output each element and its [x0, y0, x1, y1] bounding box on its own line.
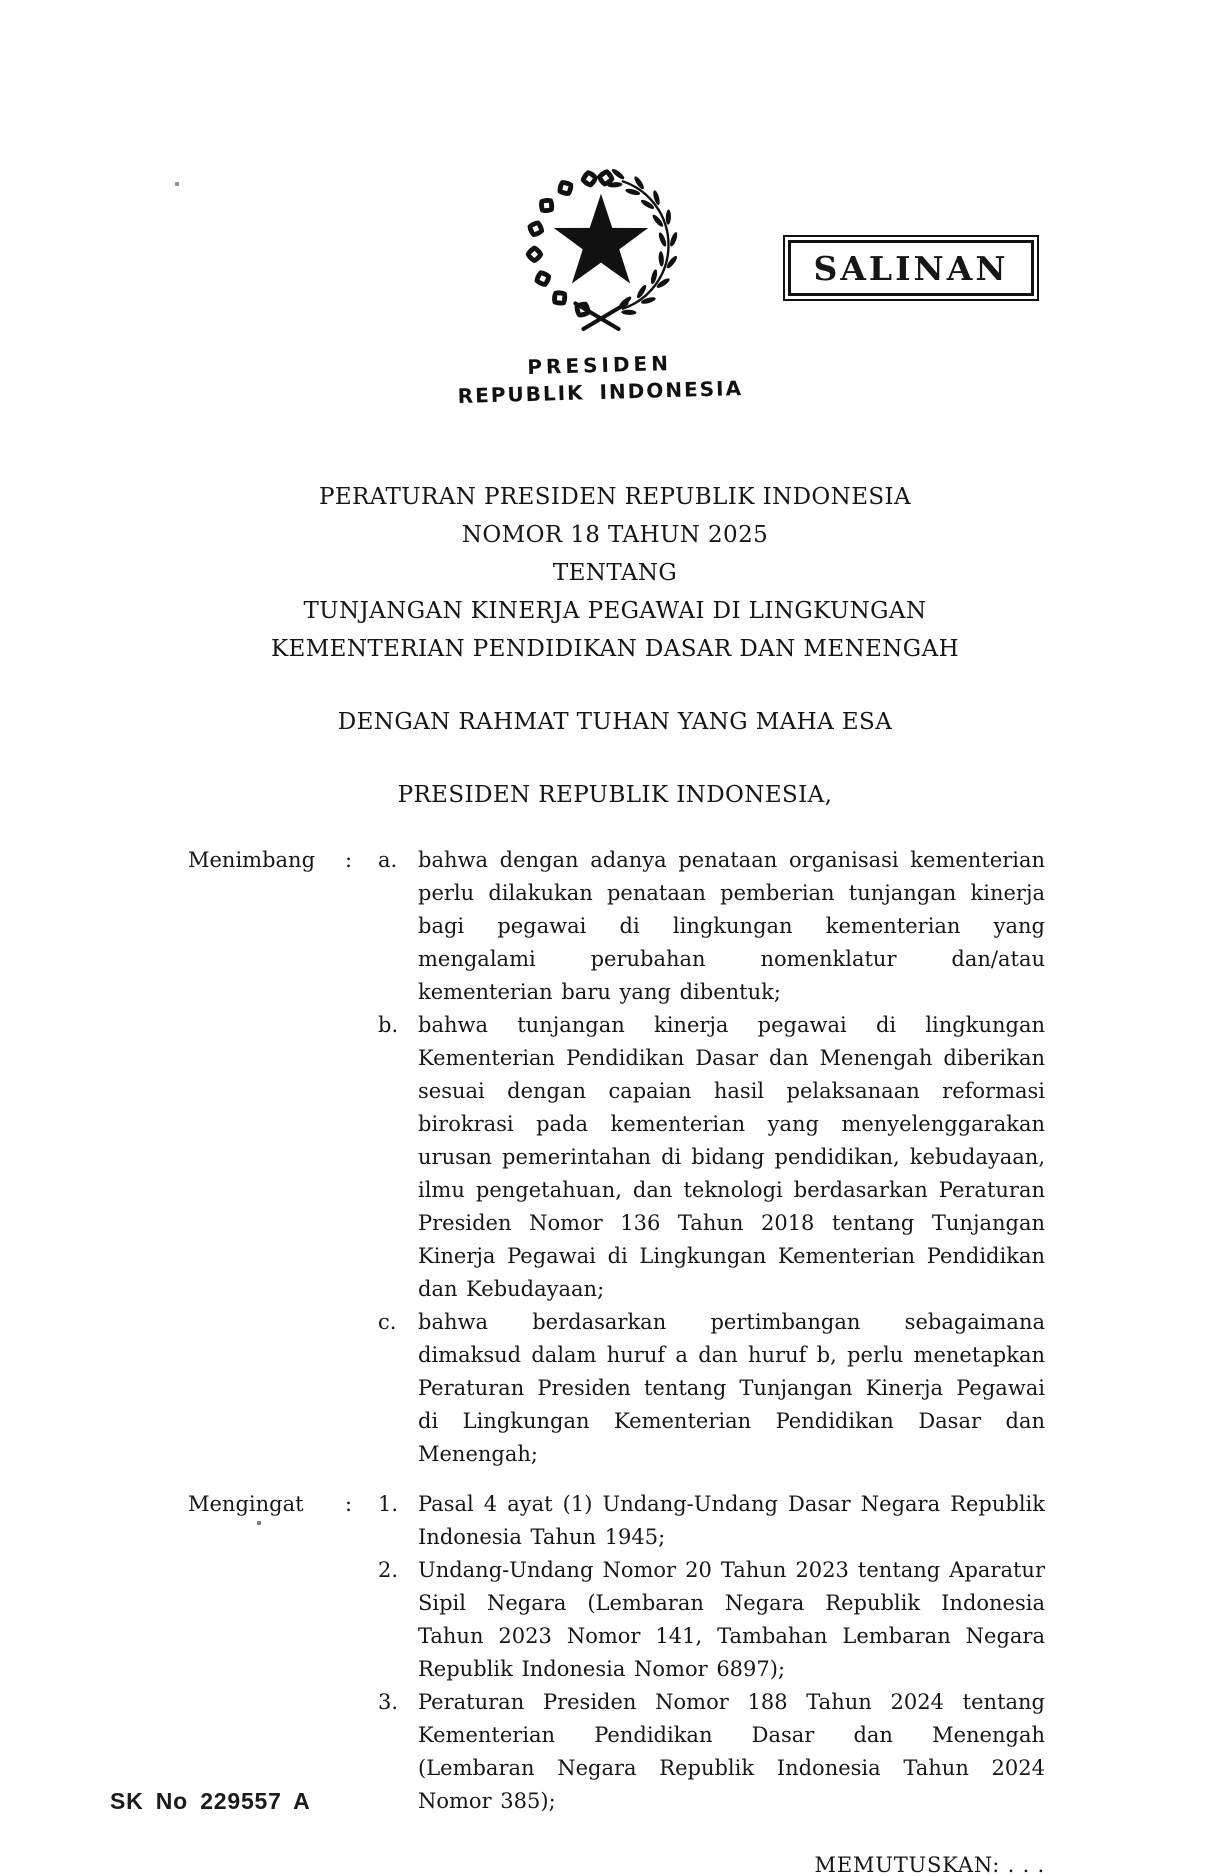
mengingat-section	[188, 1488, 1045, 1818]
title-line-1: PERATURAN PRESIDEN REPUBLIK INDONESIA	[318, 484, 912, 510]
scan-artifact-dot	[175, 182, 179, 186]
mengingat-item-1-marker: 1.	[378, 1492, 399, 1516]
letterhead	[349, 345, 850, 413]
invocation-line: DENGAN RAHMAT TUHAN YANG MAHA ESA	[337, 709, 893, 735]
document-body	[188, 844, 1045, 1876]
salinan-stamp-label: SALINAN	[788, 240, 1034, 296]
scan-artifact-dot	[257, 1521, 261, 1525]
mengingat-colon: :	[345, 1492, 353, 1516]
mengingat-item-2-text: Undang-Undang Nomor 20 Tahun 2023 tentang Aparatur Sipil Negara (Lembaran Negara Republik Indonesia Tahun 2023 Nomor 141, Tambahan Lembaran Negara Republik Indonesia Nomor 6897);	[418, 1558, 1045, 1681]
memutuskan-line: MEMUTUSKAN: . . .	[814, 1853, 1045, 1876]
menimbang-label: Menimbang	[188, 848, 316, 872]
title-line-3: TENTANG	[552, 560, 678, 586]
menimbang-item-a-text: bahwa dengan adanya penataan organisasi kementerian perlu dilakukan penataan pemberian tunjangan kinerja bagi pegawai di lingkungan kementerian yang mengalami perubahan nomenklatur dan/atau kementerian baru yang dibentuk;	[418, 848, 1045, 1004]
letterhead-line1: PRESIDEN	[527, 350, 673, 380]
title-block	[205, 478, 1025, 668]
menimbang-item-b-marker: b.	[378, 1013, 399, 1037]
mengingat-item-3-marker: 3.	[378, 1690, 399, 1714]
menimbang-item-c-text: bahwa berdasarkan pertimbangan sebagaimana dimaksud dalam huruf a dan huruf b, perlu menetapkan Peraturan Presiden tentang Tunjangan Kinerja Pegawai di Lingkungan Kementerian Pendidikan Dasar dan Menengah;	[418, 1310, 1045, 1466]
mengingat-item-1-text: Pasal 4 ayat (1) Undang-Undang Dasar Negara Republik Indonesia Tahun 1945;	[418, 1492, 1045, 1549]
menimbang-section	[188, 844, 1045, 1471]
salinan-stamp	[783, 235, 1039, 301]
title-line-2: NOMOR 18 TAHUN 2025	[461, 522, 769, 548]
menimbang-item-c-marker: c.	[378, 1310, 397, 1334]
menimbang-item-b-text: bahwa tunjangan kinerja pegawai di lingkungan Kementerian Pendidikan Dasar dan Menengah diberikan sesuai dengan capaian hasil pelaksanaan reformasi birokrasi pada kementerian yang menyelenggarakan urusan pemerintahan di bidang pendidikan, kebudayaan, ilmu pengetahuan, dan teknologi berdasarkan Peraturan Presiden Nomor 136 Tahun 2018 tentang Tunjangan Kinerja Pegawai di Lingkungan Kementerian Pendidikan dan Kebudayaan;	[418, 1013, 1045, 1301]
letterhead-line2: REPUBLIK INDONESIA	[457, 376, 744, 408]
emblem-svg	[505, 158, 697, 356]
menimbang-colon: :	[345, 848, 353, 872]
menimbang-item-a-marker: a.	[378, 848, 398, 872]
star-icon	[554, 194, 648, 284]
mengingat-label: Mengingat	[188, 1492, 304, 1516]
presidential-emblem	[505, 158, 697, 356]
title-line-5: KEMENTERIAN PENDIDIKAN DASAR DAN MENENGAH	[270, 636, 960, 662]
sk-number: SK No 229557 A	[110, 1788, 311, 1814]
authority-line: PRESIDEN REPUBLIK INDONESIA,	[397, 782, 833, 808]
mengingat-item-3-text: Peraturan Presiden Nomor 188 Tahun 2024 tentang Kementerian Pendidikan Dasar dan Menengah (Lembaran Negara Republik Indonesia Tahun 2024 Nomor 385);	[418, 1690, 1045, 1813]
mengingat-item-2-marker: 2.	[378, 1558, 399, 1582]
title-line-4: TUNJANGAN KINERJA PEGAWAI DI LINGKUNGAN	[303, 598, 927, 624]
